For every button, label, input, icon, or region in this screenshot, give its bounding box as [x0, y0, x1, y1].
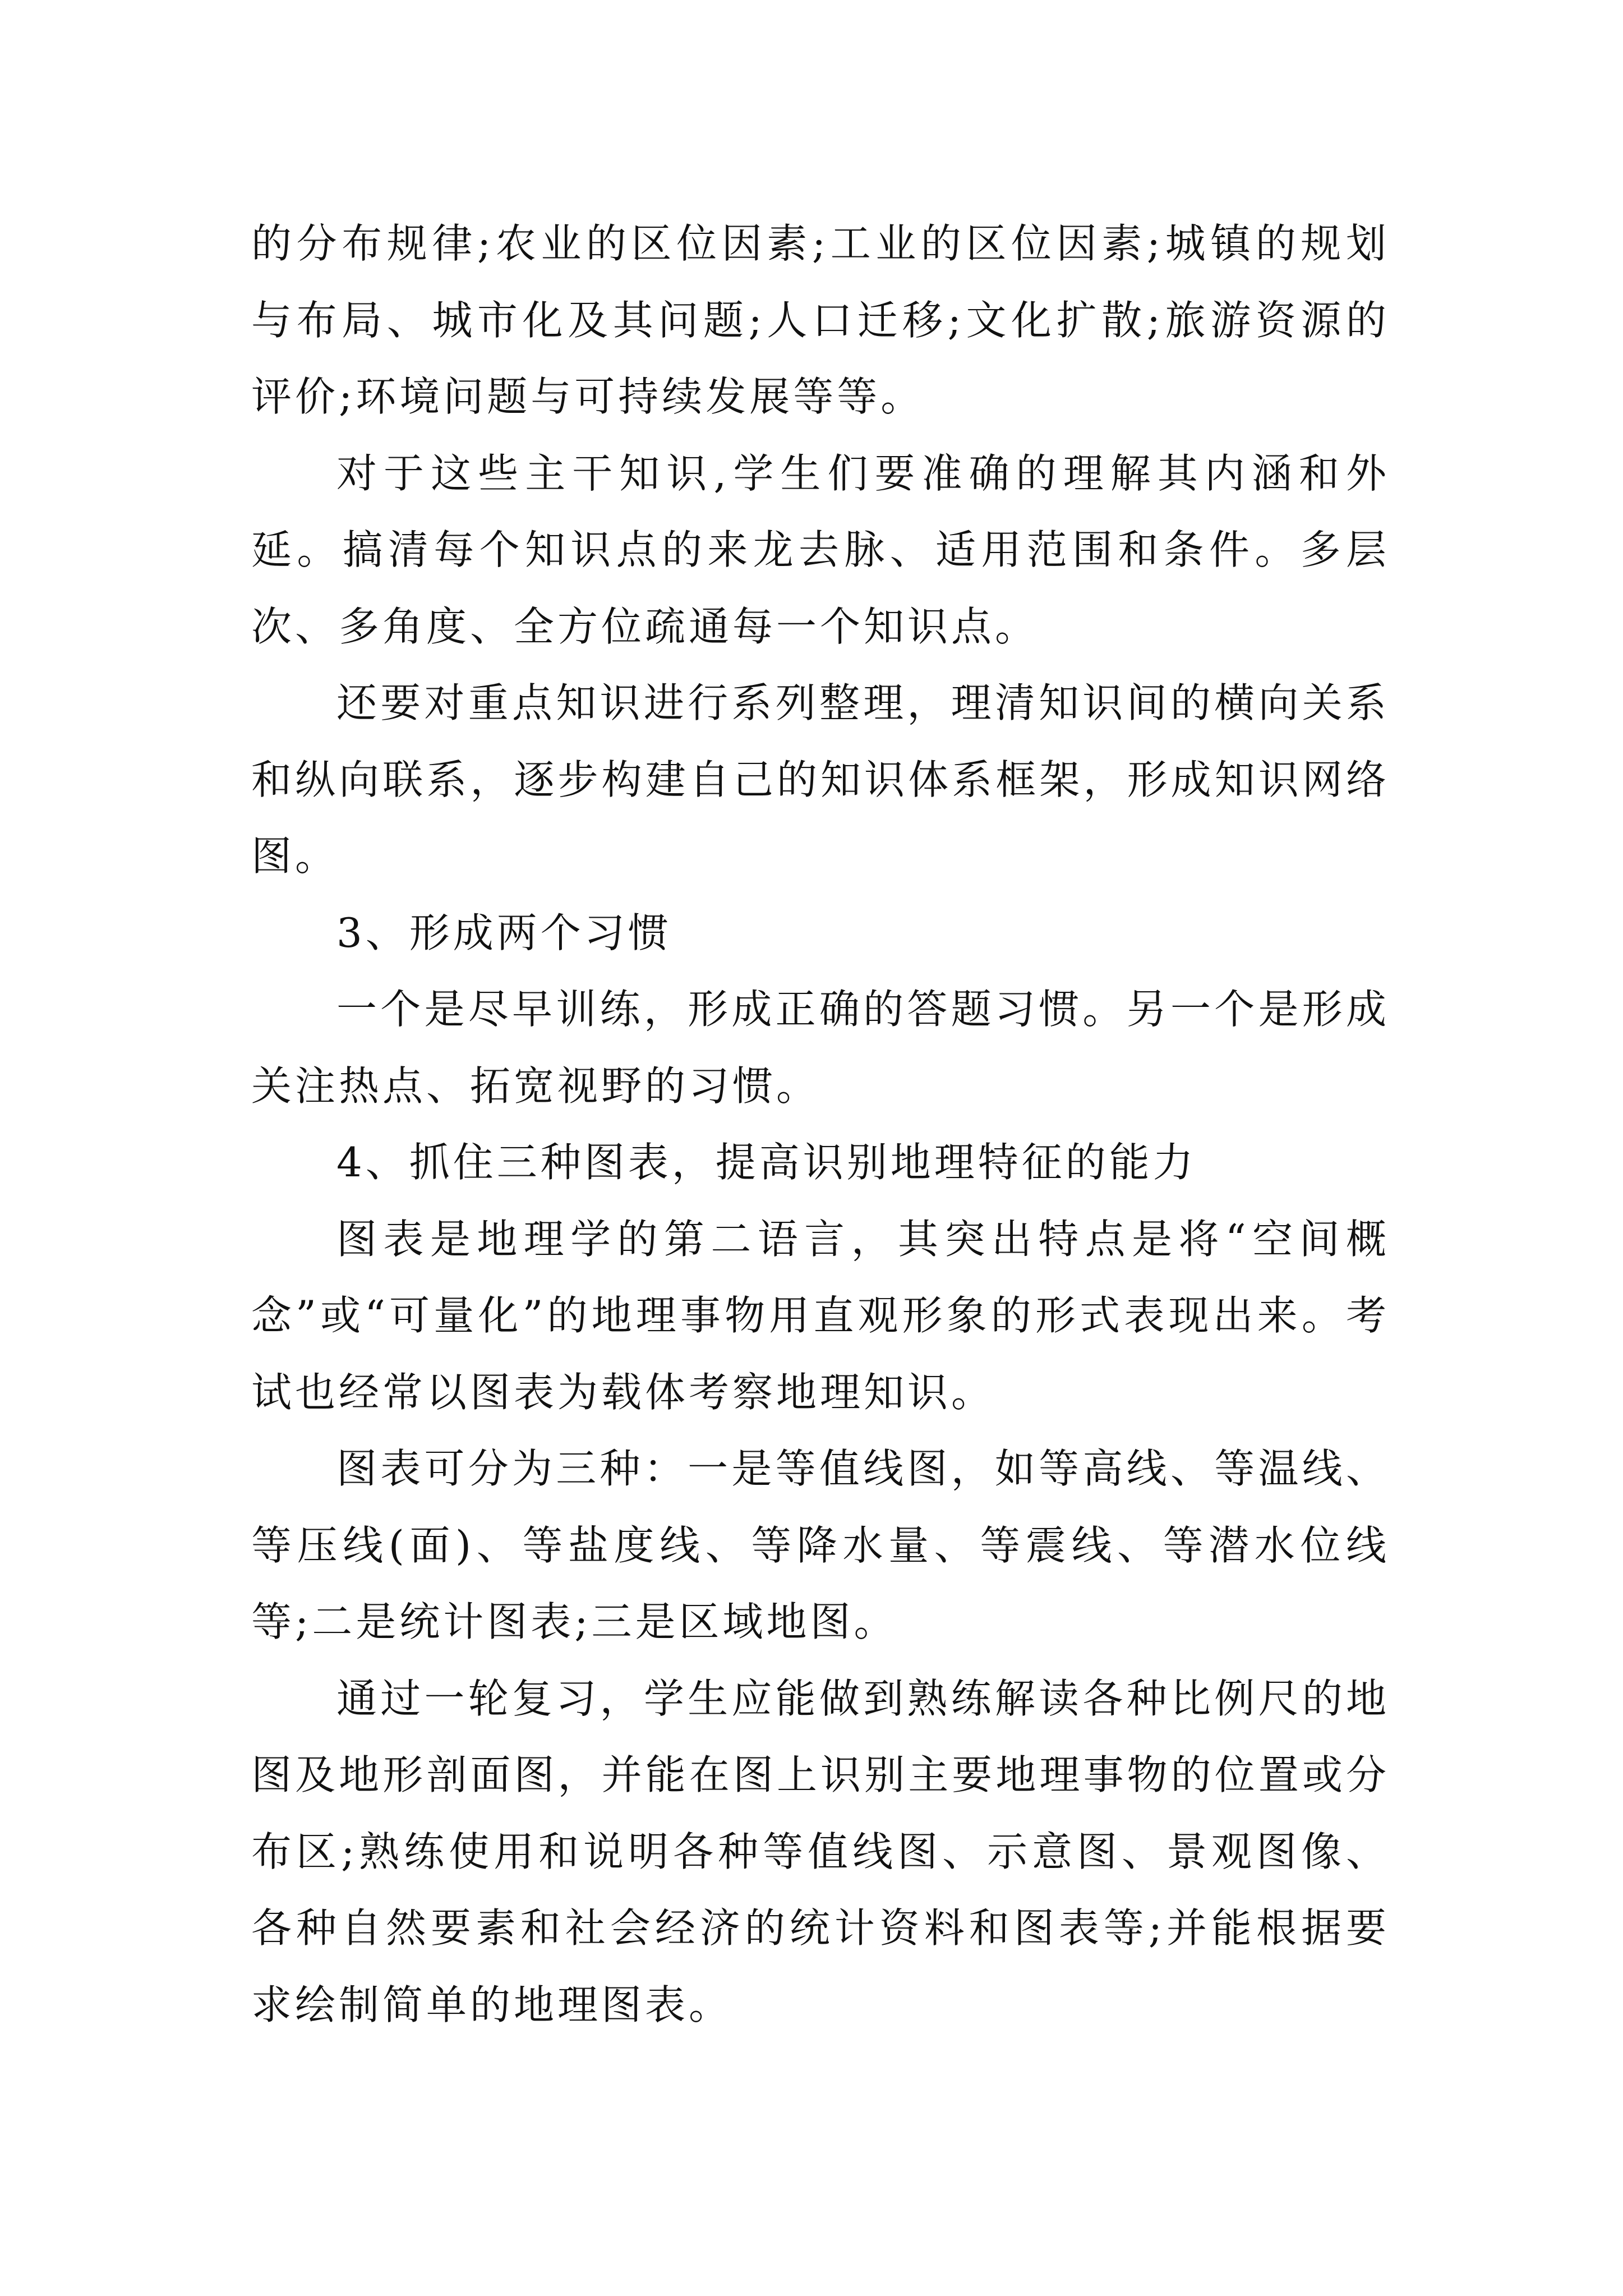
section-heading-two-habits: 3、形成两个习惯: [336, 909, 672, 956]
paragraph-regional-factors: 的分布规律;农业的区位因素;工业的区位因素;城镇的规划与布局、城市化及其问题;人口迁移;文化扩散;旅游资源的评价;环境问题与可持续发展等等。: [251, 220, 1390, 420]
document-body: [251, 205, 1390, 2043]
paragraph-charts-language: 图表是地理学的第二语言，其突出特点是将“空间概念”或“可量化”的地理事物用直观形象的形式表现出来。考试也经常以图表为载体考察地理知识。: [251, 1215, 1390, 1416]
paragraph-core-knowledge: 对于这些主干知识,学生们要准确的理解其内涵和外延。搞清每个知识点的来龙去脉、适用范围和条件。多层次、多角度、全方位疏通每一个知识点。: [251, 449, 1390, 650]
paragraph-habits: 一个是尽早训练，形成正确的答题习惯。另一个是形成关注热点、拓宽视野的习惯。: [251, 986, 1390, 1110]
paragraph-review-goals: 通过一轮复习，学生应能做到熟练解读各种比例尺的地图及地形剖面图，并能在图上识别主要地理事物的位置或分布区;熟练使用和说明各种等值线图、示意图、景观图像、各种自然要素和社会经济的统计资料和图表等;并能根据要求绘制简单的地理图表。: [251, 1674, 1390, 2028]
section-heading-three-charts: 4、抓住三种图表，提高识别地理特征的能力: [336, 1139, 1197, 1186]
paragraph-knowledge-network: 还要对重点知识进行系列整理，理清知识间的横向关系和纵向联系，逐步构建自己的知识体系框架，形成知识网络图。: [251, 679, 1390, 880]
paragraph-chart-types: 图表可分为三种：一是等值线图，如等高线、等温线、等压线(面)、等盐度线、等降水量、等震线、等潜水位线等;二是统计图表;三是区域地图。: [251, 1445, 1390, 1645]
